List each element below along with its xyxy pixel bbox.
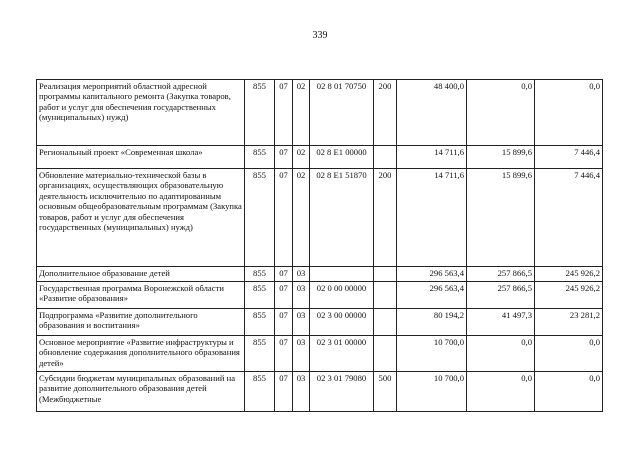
amount-year2-cell: 41 497,3: [467, 309, 535, 336]
expense-type-cell: 500: [374, 372, 397, 412]
subsection-code-cell: 03: [293, 267, 310, 282]
row-name-cell: Реализация мероприятий областной адресной программы капитального ремонта (Закупка товаров, работ и услуг для обеспечения государственных (муниципальных) нужд): [37, 80, 245, 146]
budget-table: [36, 79, 603, 412]
expense-type-cell: [374, 309, 397, 336]
subsection-code-cell: 03: [293, 282, 310, 309]
expense-type-cell: [374, 267, 397, 282]
subsection-code-cell: 03: [293, 372, 310, 412]
expense-type-cell: 200: [374, 80, 397, 146]
row-name-cell: Подпрограмма «Развитие дополнительного образования и воспитания»: [37, 309, 245, 336]
amount-year2-cell: 0,0: [467, 80, 535, 146]
amount-year3-cell: 7 446,4: [535, 146, 603, 169]
target-article-cell: 02 0 00 00000: [310, 282, 374, 309]
subsection-code-cell: 02: [293, 146, 310, 169]
subsection-code-cell: 03: [293, 336, 310, 372]
amount-year1-cell: 10 700,0: [397, 372, 467, 412]
row-name-cell: Региональный проект «Современная школа»: [37, 146, 245, 169]
section-code-cell: 07: [275, 169, 293, 267]
row-name-cell: Государственная программа Воронежской области «Развитие образования»: [37, 282, 245, 309]
subsection-code-cell: 02: [293, 80, 310, 146]
amount-year2-cell: 257 866,5: [467, 282, 535, 309]
section-code-cell: 07: [275, 372, 293, 412]
table-row: [37, 372, 603, 412]
expense-type-cell: [374, 146, 397, 169]
table-row: [37, 309, 603, 336]
table-row: [37, 336, 603, 372]
amount-year3-cell: 0,0: [535, 372, 603, 412]
row-name-cell: Обновление материально-технической базы в организациях, осуществляющих образовательную деятельность исключительно по адаптированным основным общеобразовательным программам (Закупка товаров, работ и услуг для обеспечения государственных (муниципальных) нужд): [37, 169, 245, 267]
amount-year1-cell: 296 563,4: [397, 282, 467, 309]
admin-code-cell: 855: [245, 372, 275, 412]
target-article-cell: 02 3 00 00000: [310, 309, 374, 336]
amount-year2-cell: 15 899,6: [467, 146, 535, 169]
section-code-cell: 07: [275, 309, 293, 336]
admin-code-cell: 855: [245, 80, 275, 146]
amount-year2-cell: 257 866,5: [467, 267, 535, 282]
amount-year3-cell: 0,0: [535, 80, 603, 146]
amount-year2-cell: 0,0: [467, 372, 535, 412]
target-article-cell: 02 8 01 70750: [310, 80, 374, 146]
section-code-cell: 07: [275, 267, 293, 282]
target-article-cell: [310, 267, 374, 282]
row-name-cell: Дополнительное образование детей: [37, 267, 245, 282]
table-body: [37, 80, 603, 412]
section-code-cell: 07: [275, 336, 293, 372]
amount-year1-cell: 48 400,0: [397, 80, 467, 146]
row-name-cell: Субсидии бюджетам муниципальных образований на развитие дополнительного образования детей (Межбюджетные: [37, 372, 245, 412]
expense-type-cell: [374, 282, 397, 309]
admin-code-cell: 855: [245, 309, 275, 336]
admin-code-cell: 855: [245, 282, 275, 309]
amount-year3-cell: 245 926,2: [535, 267, 603, 282]
amount-year3-cell: 245 926,2: [535, 282, 603, 309]
expense-type-cell: [374, 336, 397, 372]
section-code-cell: 07: [275, 80, 293, 146]
admin-code-cell: 855: [245, 146, 275, 169]
amount-year1-cell: 296 563,4: [397, 267, 467, 282]
table-row: [37, 146, 603, 169]
target-article-cell: 02 3 01 79080: [310, 372, 374, 412]
amount-year2-cell: 15 899,6: [467, 169, 535, 267]
page-number: 339: [312, 30, 328, 41]
amount-year1-cell: 80 194,2: [397, 309, 467, 336]
table-row: [37, 282, 603, 309]
amount-year1-cell: 10 700,0: [397, 336, 467, 372]
target-article-cell: 02 3 01 00000: [310, 336, 374, 372]
subsection-code-cell: 02: [293, 169, 310, 267]
table-row: [37, 169, 603, 267]
admin-code-cell: 855: [245, 169, 275, 267]
amount-year3-cell: 7 446,4: [535, 169, 603, 267]
subsection-code-cell: 03: [293, 309, 310, 336]
amount-year1-cell: 14 711,6: [397, 169, 467, 267]
table-row: [37, 267, 603, 282]
section-code-cell: 07: [275, 282, 293, 309]
row-name-cell: Основное мероприятие «Развитие инфраструктуры и обновление содержания дополнительного образования детей»: [37, 336, 245, 372]
admin-code-cell: 855: [245, 336, 275, 372]
amount-year3-cell: 0,0: [535, 336, 603, 372]
table-row: [37, 80, 603, 146]
section-code-cell: 07: [275, 146, 293, 169]
amount-year1-cell: 14 711,6: [397, 146, 467, 169]
target-article-cell: 02 8 E1 00000: [310, 146, 374, 169]
amount-year3-cell: 23 281,2: [535, 309, 603, 336]
amount-year2-cell: 0,0: [467, 336, 535, 372]
target-article-cell: 02 8 E1 51870: [310, 169, 374, 267]
admin-code-cell: 855: [245, 267, 275, 282]
expense-type-cell: 200: [374, 169, 397, 267]
